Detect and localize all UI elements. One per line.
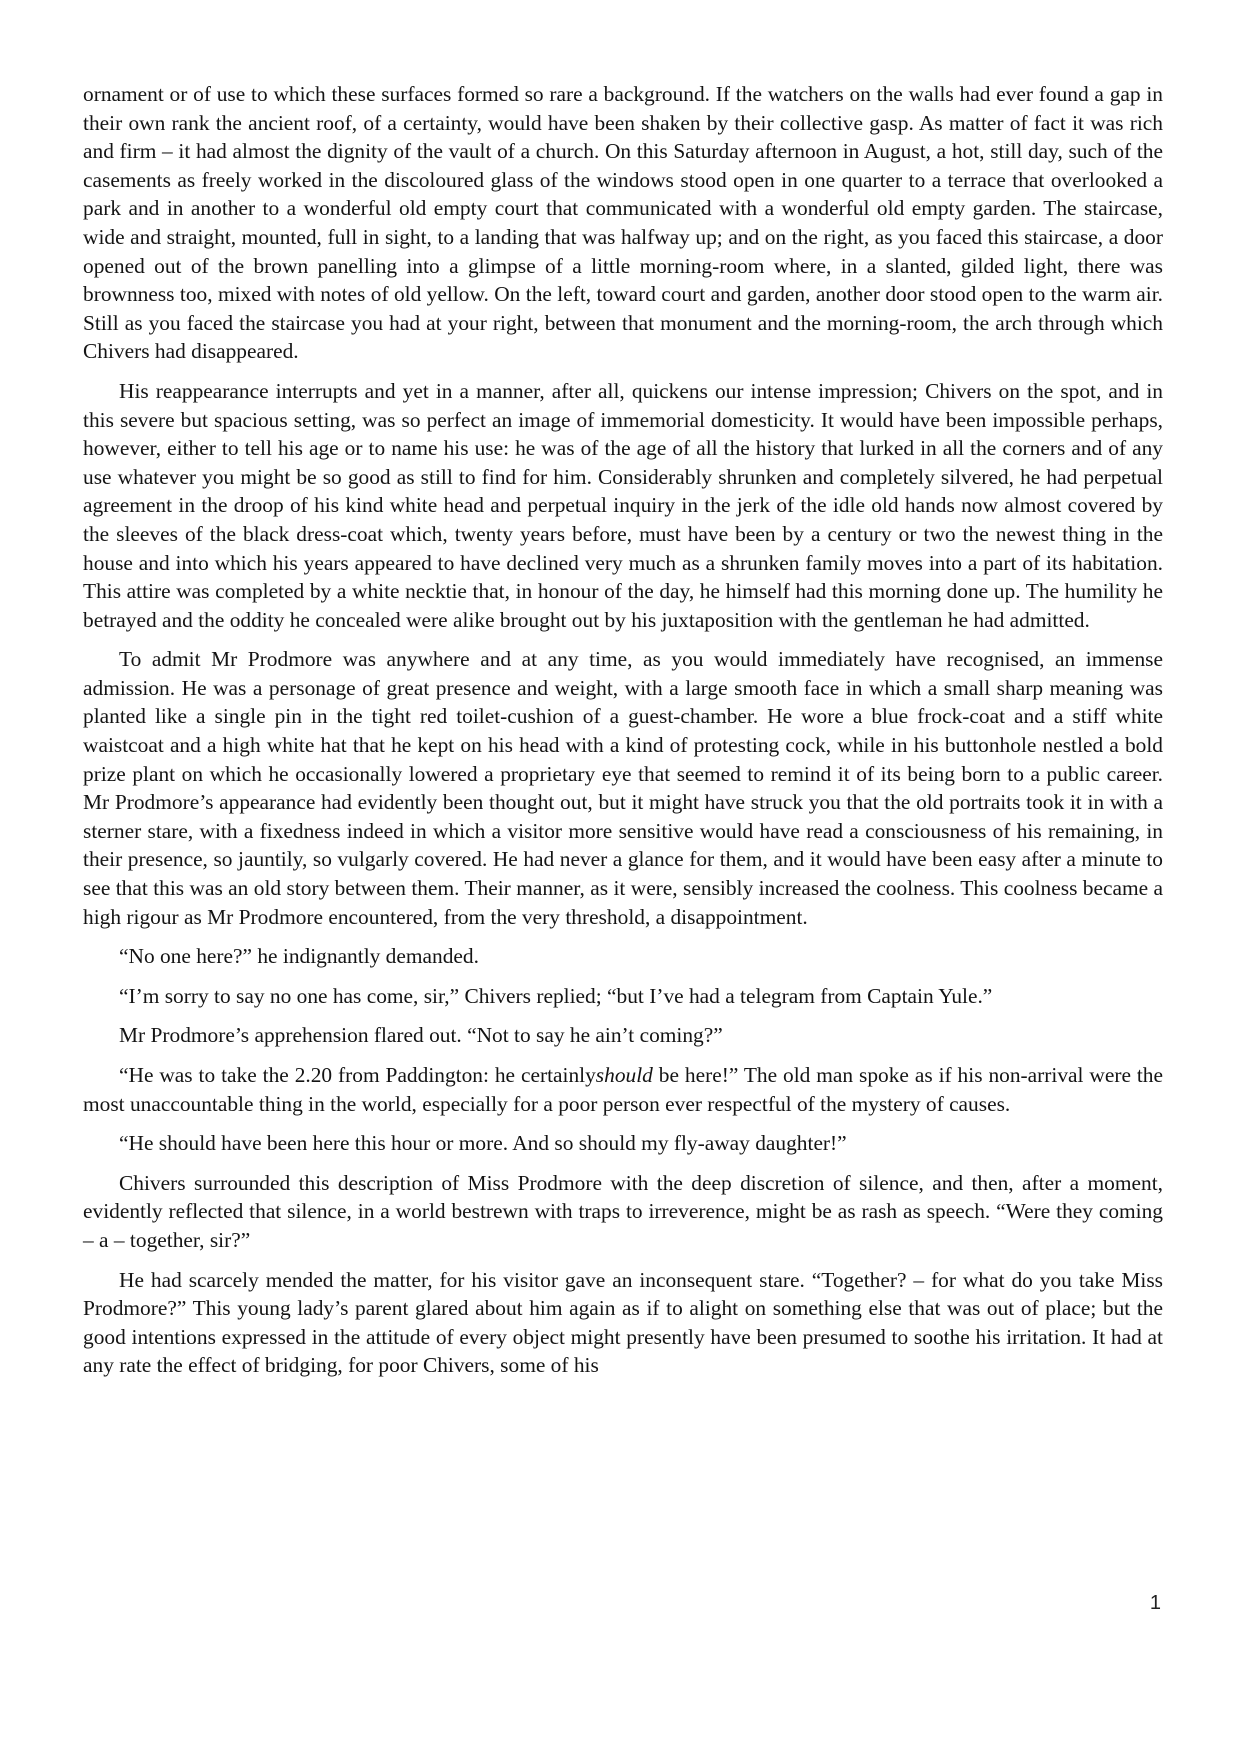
paragraph: ornament or of use to which these surfaces formed so rare a background. If the watchers on the walls had ever found a gap in their own rank the ancient roof, of a certainty, would have been shaken by their collective gasp. As matter of fact it was rich and firm – it had almost the dignity of the vault of a church. On this Saturday afternoon in August, a hot, still day, such of the casements as freely worked in the discoloured glass of the windows stood open in one quarter to a terrace that overlooked a park and in another to a wonderful old empty court that communicated with a wonderful old empty garden. The staircase, wide and straight, mounted, full in sight, to a landing that was halfway up; and on the right, as you faced this staircase, a door opened out of the brown panelling into a glimpse of a little morning-room where, in a slanted, gilded light, there was brownness too, mixed with notes of old yellow. On the left, toward court and garden, another door stood open to the warm air. Still as you faced the staircase you had at your right, between that monument and the morning-room, the arch through which Chivers had disappeared. [83, 82, 1163, 364]
paragraph: “No one here?” he indignantly demanded. [119, 944, 479, 969]
paragraph: Mr Prodmore’s apprehension flared out. “Not to say he ain’t coming?” [119, 1023, 723, 1048]
page-number: 1 [1149, 1592, 1161, 1614]
paragraph: “I’m sorry to say no one has come, sir,” Chivers replied; “but I’ve had a telegram from Captain Yule.” [119, 983, 993, 1008]
paragraph: Chivers surrounded this description of Miss Prodmore with the deep discretion of silence, and then, after a moment, evidently reflected that silence, in a world bestrewn with traps to irreverence, might be as rash as speech. “Were they coming – a – together, sir?” [83, 1170, 1163, 1252]
paddington-text-after: be here!” The old man spoke as if his non-arrival were the most unaccountable thing in the world, especially for a poor person ever respectful of [83, 1063, 1163, 1116]
paragraph: To admit Mr Prodmore was anywhere and at any time, as you would immediately have recognised, an immense admission. He was a personage of great presence and weight, with a large smooth face in which a small sharp meaning was planted like a single pin in the tight red toilet-cushion of a guest-chamber. He wore a blue frock-coat and a stiff white waistcoat and a high white hat that he kept on his head with a kind of protesting cock, while in his buttonhole nestled a bold prize plant on which he occasionally lowered a proprietary eye that seemed to remind it of its being born to a public career. Mr Prodmore’s appearance had evidently been thought out, but it might have struck you that the old portraits took it in with a sterner stare, with a fixedness indeed in which a visitor more sensitive would have read a consciousness of his remaining, in their presence, so jauntily, so vulgarly covered. He had never a glance for them, and it would have been easy after a minute to see that this was an old story between them. Their manner, as it were, sensibly increased the coolness. This coolness became a high rigour as Mr Prodmore encountered, from the very threshold, a disappointment. [83, 647, 1163, 929]
paragraph: He had scarcely mended the matter, for his visitor gave an inconsequent stare. “Together? – for what do you take Miss Prodmore?” This young lady’s parent glared about him again as if to alight on something else that was out of place; but the good intentions expressed in the attitude of every object might presently have been presumed to soothe his irritation. It had at any rate the effect of bridging, for poor Chivers, some of his [83, 1267, 1163, 1378]
paragraph-paddington [83, 1061, 1163, 1118]
paddington-text-end: the mystery of causes. [820, 1091, 1011, 1116]
paragraph: His reappearance interrupts and yet in a manner, after all, quickens our intense impression; Chivers on the spot, and in this severe but spacious setting, was so perfect an image of immemorial domesticity. It would have been impossible perhaps, however, either to tell his age or to name his use: he was of the age of all the history that lurked in all the corners and of any use whatever you might be so good as still to find for him. Considerably shrunken and completely silvered, he had perpetual agreement in the droop of his kind white head and perpetual inquiry in the jerk of the idle old hands now almost covered by the sleeves of the black dress-coat which, twenty years before, must have been by a century or two the newest thing in the house and into which his years appeared to have declined very much as a shrunken family moves into a part of its habitation. This attire was completed by a white necktie that, in honour of the day, he himself had this morning done up. The humility he betrayed and the oddity he concealed were alike brought out by his juxtaposition with the gentleman he had admitted. [83, 378, 1163, 632]
paddington-text-before: “He was to take the 2.20 from Paddington: he certainly [119, 1063, 596, 1087]
emphasis-should: should [595, 1063, 653, 1087]
document-page [83, 80, 1163, 1391]
paragraph: “He should have been here this hour or more. And so should my fly-away daughter!” [119, 1131, 847, 1156]
